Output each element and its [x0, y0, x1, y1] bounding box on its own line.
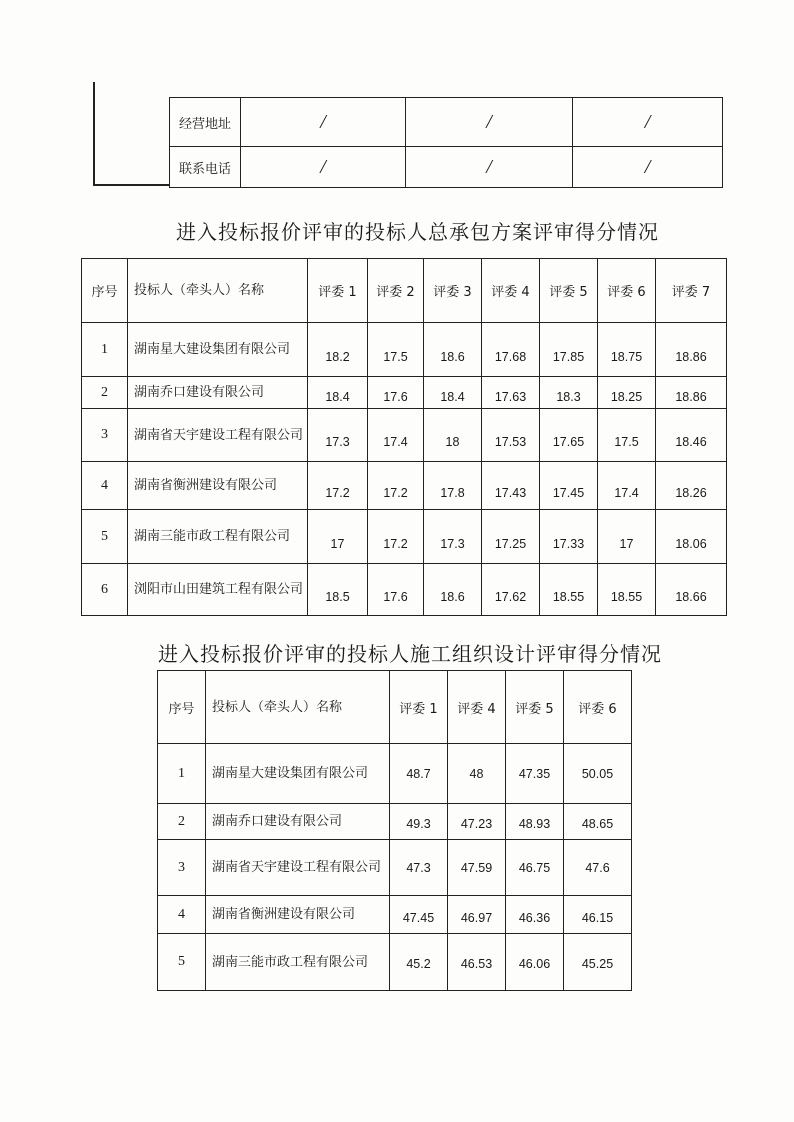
- score-cell: 18.26: [656, 462, 727, 510]
- score-cell: 48.93: [506, 804, 564, 840]
- bidder-name: 湖南乔口建设有限公司: [128, 377, 308, 409]
- score-cell: 46.15: [564, 896, 632, 934]
- header-seq: 序号: [82, 259, 128, 323]
- score-cell: 17.8: [424, 462, 482, 510]
- info-label: 联系电话: [170, 147, 241, 188]
- score-cell: 47.6: [564, 840, 632, 896]
- header-judge: 评委 4: [448, 671, 506, 744]
- score-cell: 17.45: [540, 462, 598, 510]
- bidder-name: 湖南星大建设集团有限公司: [128, 323, 308, 377]
- row-seq: 3: [158, 840, 206, 896]
- score-cell: 18.5: [308, 564, 368, 616]
- info-value: /: [406, 98, 573, 147]
- score-cell: 18.75: [598, 323, 656, 377]
- score-cell: 17.65: [540, 409, 598, 462]
- table-row: [82, 564, 727, 616]
- row-seq: 5: [158, 934, 206, 991]
- score-cell: 18.66: [656, 564, 727, 616]
- table-row: [158, 804, 632, 840]
- score-cell: 47.45: [390, 896, 448, 934]
- score-cell: 47.23: [448, 804, 506, 840]
- row-seq: 1: [158, 744, 206, 804]
- bidder-name: 湖南省衡洲建设有限公司: [206, 896, 390, 934]
- score-cell: 17.4: [368, 409, 424, 462]
- table2-header-row: [158, 671, 632, 744]
- table-row: [82, 510, 727, 564]
- score-cell: 46.36: [506, 896, 564, 934]
- score-cell: 18.4: [424, 377, 482, 409]
- score-cell: 18.06: [656, 510, 727, 564]
- header-judge: 评委 5: [540, 259, 598, 323]
- score-cell: 18.55: [598, 564, 656, 616]
- row-seq: 4: [82, 462, 128, 510]
- bidder-name: 湖南省天宇建设工程有限公司: [206, 840, 390, 896]
- header-judge: 评委 1: [390, 671, 448, 744]
- score-cell: 17.5: [598, 409, 656, 462]
- score-cell: 17.3: [424, 510, 482, 564]
- bidder-name: 湖南三能市政工程有限公司: [206, 934, 390, 991]
- header-judge: 评委 3: [424, 259, 482, 323]
- header-judge: 评委 6: [564, 671, 632, 744]
- score-cell: 17.43: [482, 462, 540, 510]
- header-judge: 评委 6: [598, 259, 656, 323]
- table1-header-row: [82, 259, 727, 323]
- table2-title: 进入投标报价评审的投标人施工组织设计评审得分情况: [158, 642, 662, 666]
- score-cell: 47.3: [390, 840, 448, 896]
- score-cell: 18.25: [598, 377, 656, 409]
- score-cell: 46.97: [448, 896, 506, 934]
- score-cell: 48: [448, 744, 506, 804]
- bidder-name: 湖南省天宇建设工程有限公司: [128, 409, 308, 462]
- table-row: [82, 409, 727, 462]
- table1-scores: [81, 258, 727, 616]
- score-cell: 49.3: [390, 804, 448, 840]
- score-cell: 17.2: [308, 462, 368, 510]
- info-value: /: [573, 98, 723, 147]
- bidder-name: 湖南星大建设集团有限公司: [206, 744, 390, 804]
- table-row: [158, 840, 632, 896]
- score-cell: 50.05: [564, 744, 632, 804]
- header-judge: 评委 1: [308, 259, 368, 323]
- score-cell: 18.86: [656, 377, 727, 409]
- score-cell: 47.35: [506, 744, 564, 804]
- info-row-address: [170, 98, 723, 147]
- row-seq: 6: [82, 564, 128, 616]
- info-value: /: [241, 147, 406, 188]
- row-seq: 4: [158, 896, 206, 934]
- table-row: [82, 323, 727, 377]
- score-cell: 18.6: [424, 323, 482, 377]
- table-row: [82, 462, 727, 510]
- header-bidder-name: 投标人（牵头人）名称: [128, 259, 308, 323]
- table-row: [158, 744, 632, 804]
- header-judge: 评委 2: [368, 259, 424, 323]
- score-cell: 18.3: [540, 377, 598, 409]
- score-cell: 46.06: [506, 934, 564, 991]
- score-cell: 17.2: [368, 510, 424, 564]
- info-table: [169, 97, 723, 188]
- score-cell: 17: [308, 510, 368, 564]
- table-row: [158, 896, 632, 934]
- bidder-name: 湖南省衡洲建设有限公司: [128, 462, 308, 510]
- score-cell: 45.25: [564, 934, 632, 991]
- score-cell: 18.86: [656, 323, 727, 377]
- score-cell: 17.25: [482, 510, 540, 564]
- info-value: /: [406, 147, 573, 188]
- bidder-name: 浏阳市山田建筑工程有限公司: [128, 564, 308, 616]
- info-table-bottom-border: [93, 184, 170, 186]
- row-seq: 3: [82, 409, 128, 462]
- score-cell: 48.65: [564, 804, 632, 840]
- score-cell: 17.68: [482, 323, 540, 377]
- score-cell: 17.63: [482, 377, 540, 409]
- score-cell: 17.33: [540, 510, 598, 564]
- score-cell: 18.46: [656, 409, 727, 462]
- table2-scores: [157, 670, 632, 991]
- score-cell: 17.62: [482, 564, 540, 616]
- row-seq: 2: [82, 377, 128, 409]
- score-cell: 45.2: [390, 934, 448, 991]
- score-cell: 48.7: [390, 744, 448, 804]
- info-value: /: [573, 147, 723, 188]
- score-cell: 47.59: [448, 840, 506, 896]
- score-cell: 46.53: [448, 934, 506, 991]
- header-judge: 评委 5: [506, 671, 564, 744]
- score-cell: 17.2: [368, 462, 424, 510]
- header-judge: 评委 4: [482, 259, 540, 323]
- row-seq: 1: [82, 323, 128, 377]
- score-cell: 18.2: [308, 323, 368, 377]
- row-seq: 2: [158, 804, 206, 840]
- table1-title: 进入投标报价评审的投标人总承包方案评审得分情况: [176, 220, 659, 244]
- score-cell: 18.6: [424, 564, 482, 616]
- score-cell: 18.55: [540, 564, 598, 616]
- score-cell: 17.3: [308, 409, 368, 462]
- score-cell: 18.4: [308, 377, 368, 409]
- header-bidder-name: 投标人（牵头人）名称: [206, 671, 390, 744]
- score-cell: 17.5: [368, 323, 424, 377]
- score-cell: 17.4: [598, 462, 656, 510]
- table-row: [158, 934, 632, 991]
- score-cell: 17.6: [368, 564, 424, 616]
- bidder-name: 湖南乔口建设有限公司: [206, 804, 390, 840]
- info-row-phone: [170, 147, 723, 188]
- info-label: 经营地址: [170, 98, 241, 147]
- info-value: /: [241, 98, 406, 147]
- bidder-name: 湖南三能市政工程有限公司: [128, 510, 308, 564]
- score-cell: 17.6: [368, 377, 424, 409]
- score-cell: 17.85: [540, 323, 598, 377]
- row-seq: 5: [82, 510, 128, 564]
- score-cell: 17.53: [482, 409, 540, 462]
- header-seq: 序号: [158, 671, 206, 744]
- score-cell: 18: [424, 409, 482, 462]
- header-judge: 评委 7: [656, 259, 727, 323]
- info-table-left-border: [93, 82, 95, 186]
- score-cell: 17: [598, 510, 656, 564]
- table-row: [82, 377, 727, 409]
- score-cell: 46.75: [506, 840, 564, 896]
